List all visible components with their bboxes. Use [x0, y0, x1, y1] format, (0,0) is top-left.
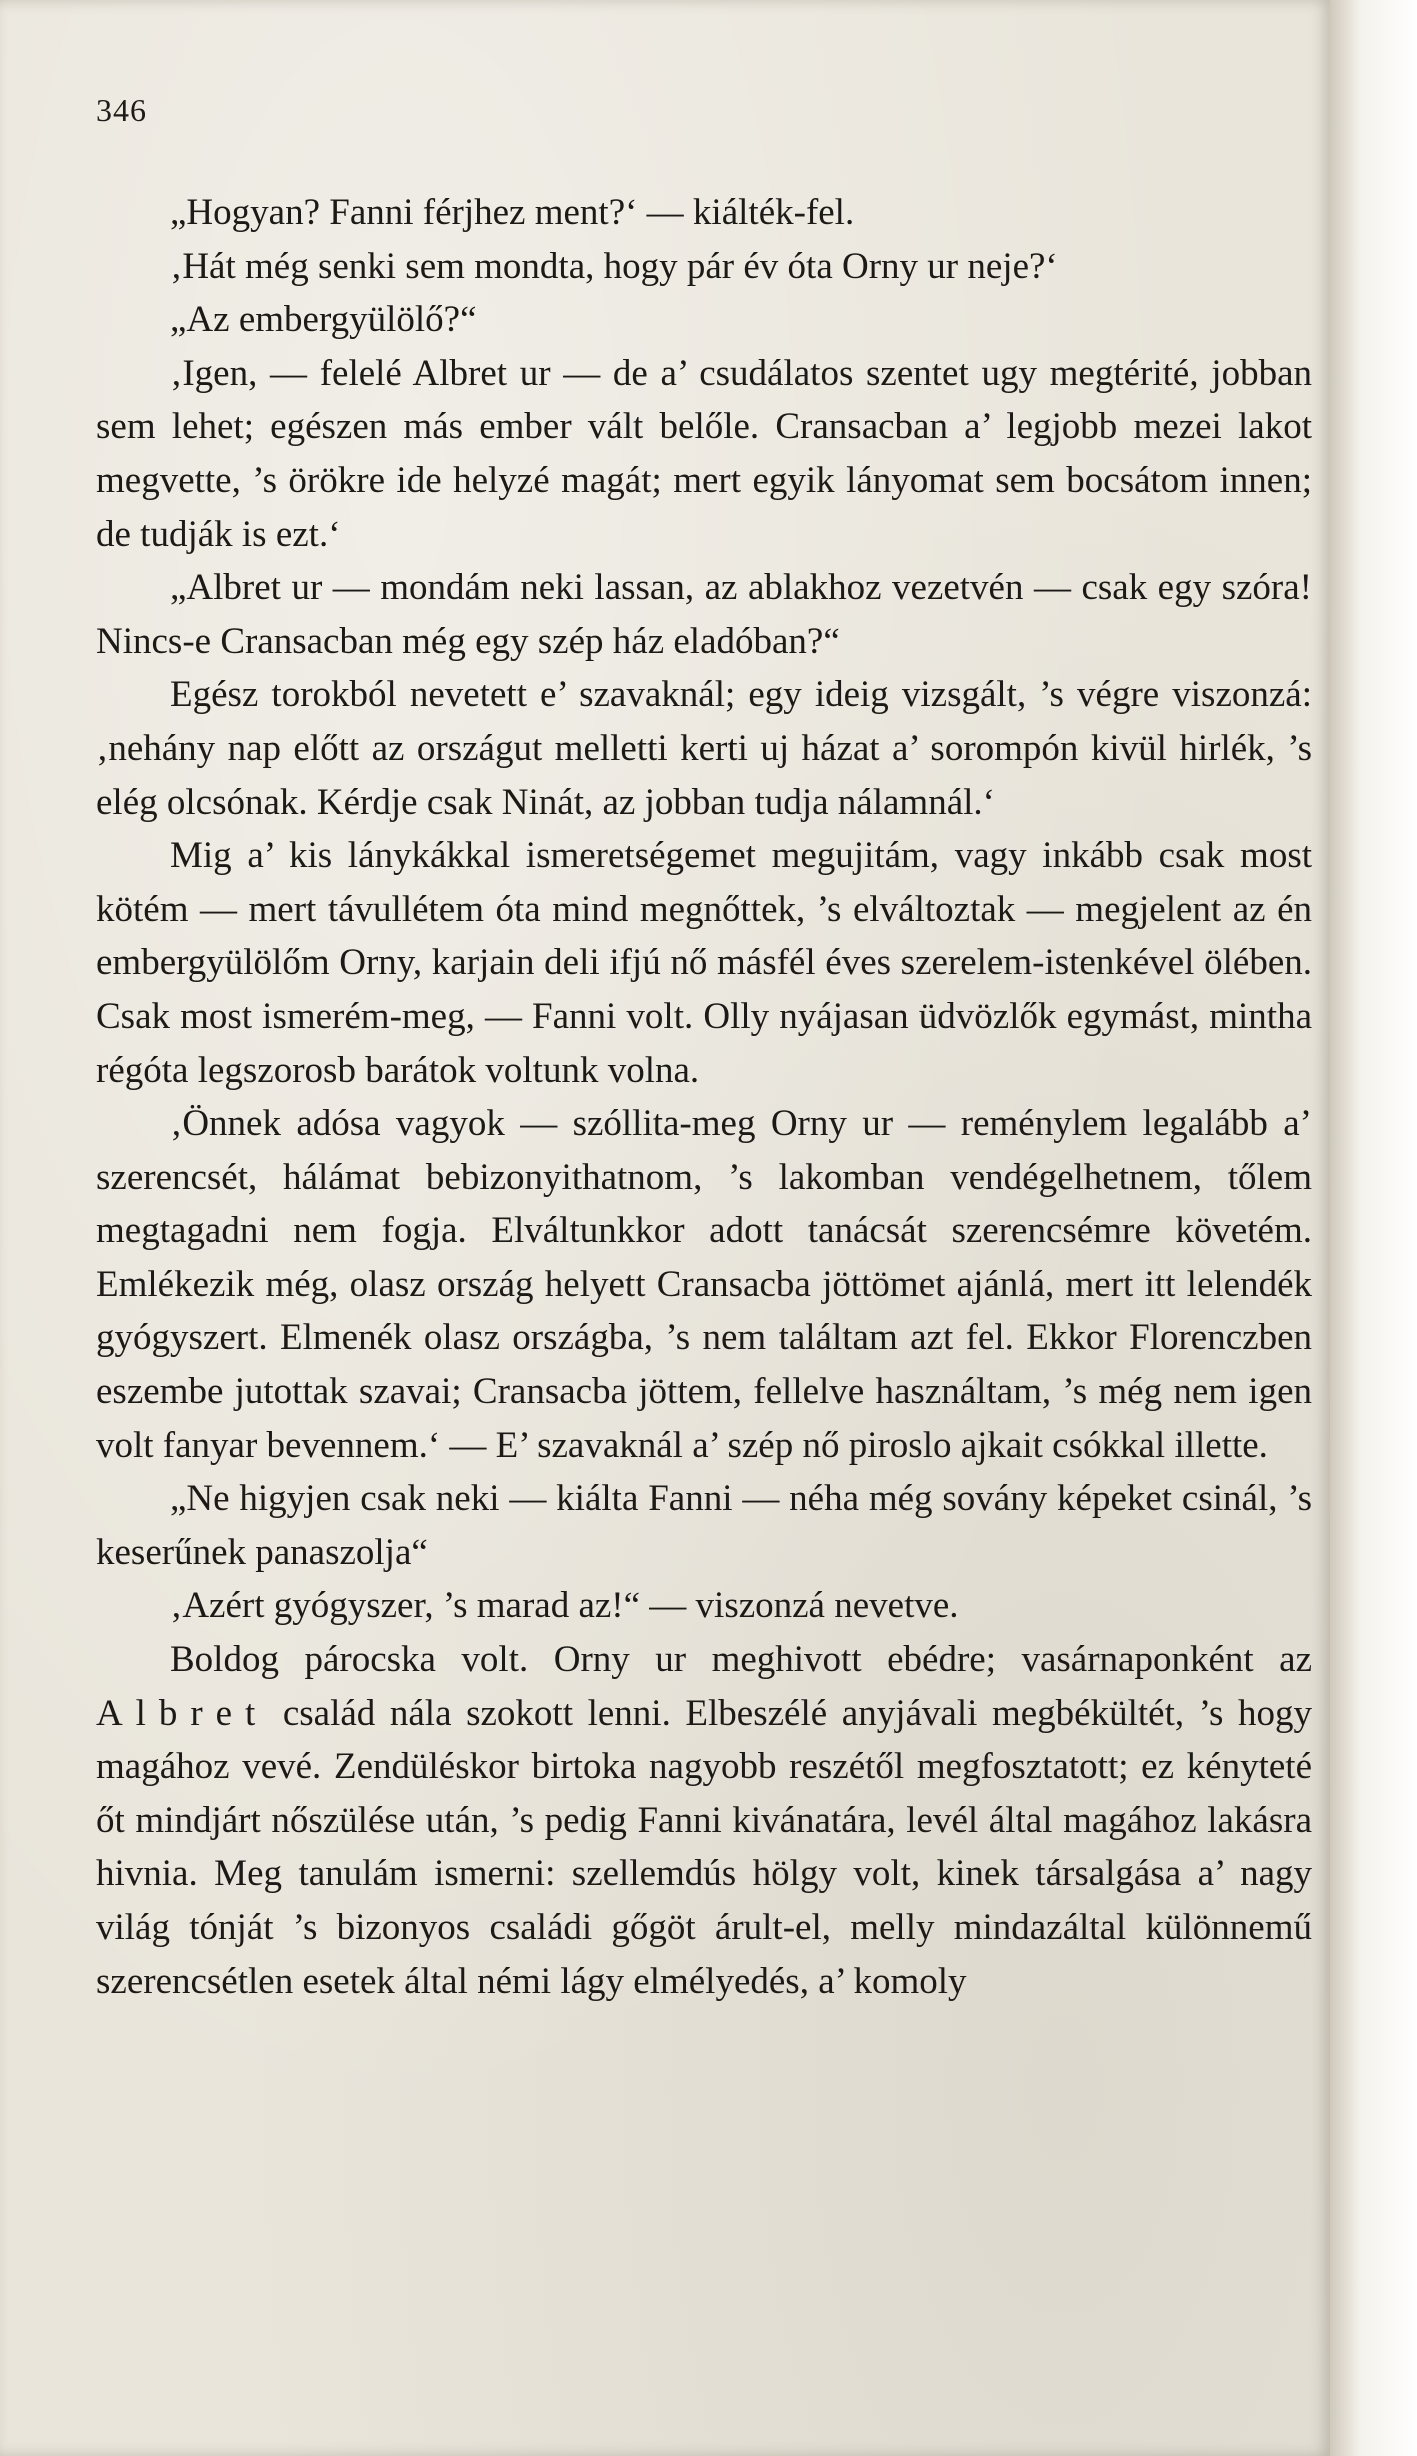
paragraph-6: Egész torokból nevetett e’ szavaknál; egy ideig vizsgált, ’s végre viszonzá: ‚nehány nap előtt az országut melletti kerti uj házat a’ sorompón kivül hirlék, ’s elég olcsónak. Kérdje csak Ninát, az jobban tudja nálamnál.‘ — [96, 674, 1312, 823]
paragraph-8: ‚Önnek adósa vagyok — szóllita-meg Orny ur — reménylem legalább a’ szerencsét, hálámat bebizonyithatnom, ’s lakomban vendégelhetnem, tőlem megtagadni nem fogja. Elváltunkkor adott tanácsát szerencsémre követém. Emlékezik még, olasz ország helyett Cransacba jöttömet ajánlá, mert itt lelendék gyógyszert. Elmenék olasz országba, ’s nem találtam azt fel. Ekkor Florenczben eszembe jutottak szavai; Cransacba jöttem, fellelve használtam, ’s még nem igen volt fanyar bevennem.‘ — E’ szavaknál a’ szép nő piroslo ajkait csókkal illette. — [96, 1103, 1312, 1466]
paragraph-10: ‚Azért gyógyszer, ’s marad az!“ — viszonzá nevetve. — [170, 1585, 959, 1627]
paragraph-11-after: család nála szokott lenni. Elbeszélé anyjávali megbékültét, ’s hogy magához vevé. Zendüléskor birtoka nagyobb reszétől megfosztatott; ez kényteté őt mindjárt nőszülése után, ’s pedig Fanni kivánatára, levél által magához lakásra hivnia. Meg tanulám ismerni: szellemdús hölgy volt, kinek társalgása a’ nagy világ tónját ’s bizonyos családi gőgöt árult-el, melly mindazáltal különnemű szerencsétlen esetek által némi lágy elmélyedés, a’ komoly — [96, 1692, 1312, 2002]
body-text — [96, 186, 1312, 2008]
paragraph-2: ‚Hát még senki sem mondta, hogy pár év óta Orny ur neje?‘ — [170, 245, 1058, 287]
paragraph-7: Mig a’ kis lánykákkal ismeretségemet megujitám, vagy inkább csak most kötém — mert távullétem óta mind megnőttek, ’s elváltoztak — megjelent az én embergyülölőm Orny, karjain deli ifjú nő másfél éves szerelem-istenkével ölében. Csak most ismerém-meg, — Fanni volt. Olly nyájasan üdvözlők egymást, mintha régóta legszorosb barátok voltunk volna. — [96, 835, 1312, 1091]
page-number: 346 — [96, 92, 147, 128]
paragraph-11-before: Boldog párocska volt. Orny ur meghivott ebédre; vasárnaponként az — [170, 1639, 1312, 1681]
paragraph-5: „Albret ur — mondám neki lassan, az ablakhoz vezetvén — csak egy szóra! Nincs-e Cransacban még egy szép ház eladóban?“ — [96, 567, 1312, 662]
paragraph-1: „Hogyan? Fanni férjhez ment?‘ — kiálték-fel. — [170, 192, 855, 233]
paragraph-9: „Ne higyjen csak neki — kiálta Fanni — néha még sovány képeket csinál, ’s keserűnek panaszolja“ — [96, 1478, 1312, 1573]
emphasized-family-name: Albret — [96, 1692, 269, 1734]
page-gutter — [1330, 0, 1417, 2456]
paragraph-3: „Az embergyülölő?“ — [170, 299, 477, 341]
paragraph-11 — [96, 1633, 1312, 2008]
paragraph-4: ‚Igen, — felelé Albret ur — de a’ csudálatos szentet ugy megtérité, jobban sem lehet; egészen más ember vált belőle. Cransacban a’ legjobb mezei lakot megvette, ’s örökre ide helyzé magát; mert egyik lányomat sem bocsátom innen; de tudják is ezt.‘ — [96, 352, 1312, 555]
